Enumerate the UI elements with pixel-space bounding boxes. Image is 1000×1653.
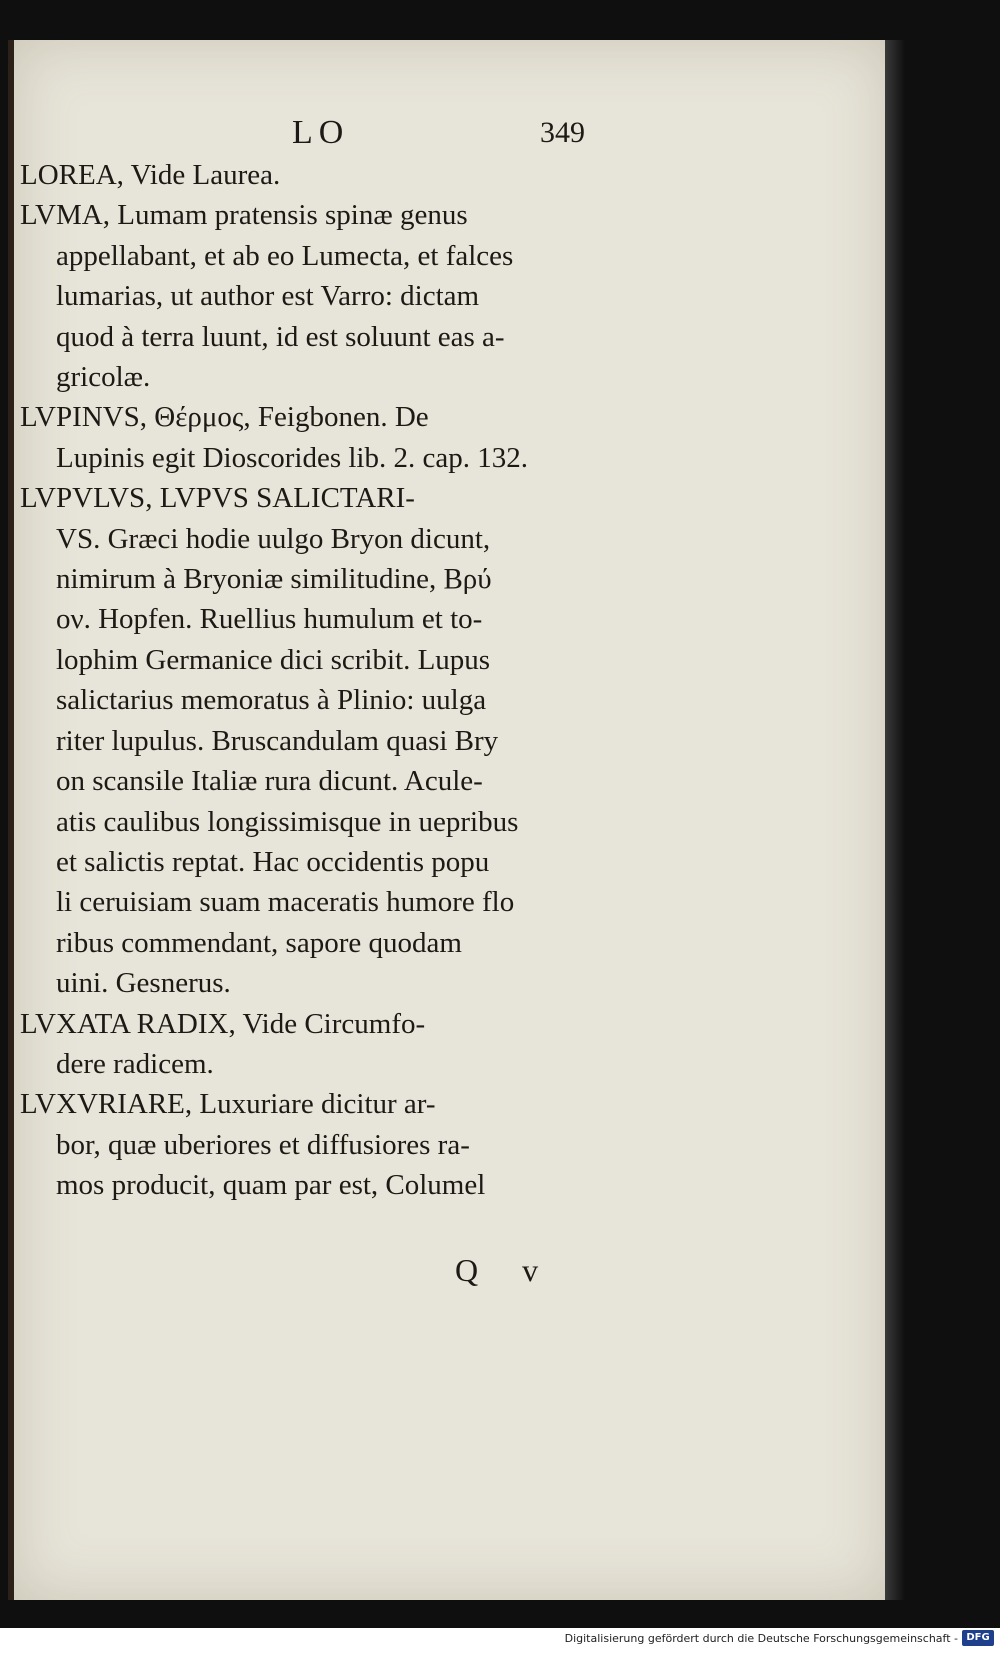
entry-line: riter lupulus. Bruscandulam quasi Bry <box>56 724 499 757</box>
entry-line: quod à terra luunt, id est soluunt eas a- <box>56 320 505 353</box>
page-edge-shadow <box>885 40 905 1600</box>
running-head <box>280 114 620 154</box>
running-head-title: LO <box>292 114 350 151</box>
entry-line: gricolæ. <box>56 361 151 394</box>
entry-line: Lupinis egit Dioscorides lib. 2. cap. 132. <box>56 441 528 474</box>
entry-line: on scansile Italiæ rura dicunt. Acule- <box>56 765 483 798</box>
entry-lupinus <box>20 397 650 478</box>
entry-lorea <box>20 155 650 195</box>
entry-line: salictarius memoratus à Plinio: uulga <box>56 684 487 717</box>
entry-line: LVMA, Lumam pratensis spinæ genus <box>20 199 468 232</box>
entry-line: bor, quæ uberiores et diffusiores ra- <box>56 1128 470 1161</box>
catchword: Q v <box>455 1252 557 1288</box>
digitization-credit: Digitalisierung gefördert durch die Deutsche Forschungsgemeinschaft - <box>564 1632 958 1645</box>
entry-line: uini. Gesnerus. <box>56 967 231 1000</box>
entry-line: LOREA, Vide Laurea. <box>20 159 281 191</box>
entry-lupulus <box>20 478 650 1003</box>
entry-line: mos producit, quam par est, Columel <box>56 1169 486 1202</box>
dfg-logo: DFG <box>962 1630 994 1646</box>
entry-line: nimirum à Bryoniæ similitudine, Βρύ <box>56 563 492 596</box>
entry-line: LVPINVS, Θέρμος, Feigbonen. De <box>20 401 429 434</box>
entry-line: VS. Græci hodie uulgo Bryon dicunt, <box>56 522 491 555</box>
entry-luma <box>20 195 650 397</box>
entry-line: dere radicem. <box>56 1047 214 1080</box>
entry-line: LVXATA RADIX, Vide Circumfo- <box>20 1007 426 1040</box>
entry-luxata-radix <box>20 1004 650 1085</box>
entry-line: lophim Germanice dici scribit. Lupus <box>56 643 491 676</box>
entry-luxuriare <box>20 1084 650 1205</box>
entry-line: ον. Hopfen. Ruellius humulum et to- <box>56 603 483 636</box>
entry-line: et salictis reptat. Hac occidentis popu <box>56 845 490 878</box>
entry-line: appellabant, et ab eo Lumecta, et falces <box>56 239 514 272</box>
page-number: 349 <box>540 116 585 149</box>
entry-line: lumarias, ut author est Varro: dictam <box>56 280 480 313</box>
entry-line: LVXVRIARE, Luxuriare dicitur ar- <box>20 1088 436 1121</box>
entry-line: li ceruisiam suam maceratis humore flo <box>56 886 515 919</box>
entry-line: LVPVLVS, LVPVS SALICTARI- <box>20 482 415 515</box>
entry-line: ribus commendant, sapore quodam <box>56 926 462 959</box>
dictionary-entries <box>20 155 650 1206</box>
entry-line: atis caulibus longissimisque in uepribus <box>56 805 519 838</box>
